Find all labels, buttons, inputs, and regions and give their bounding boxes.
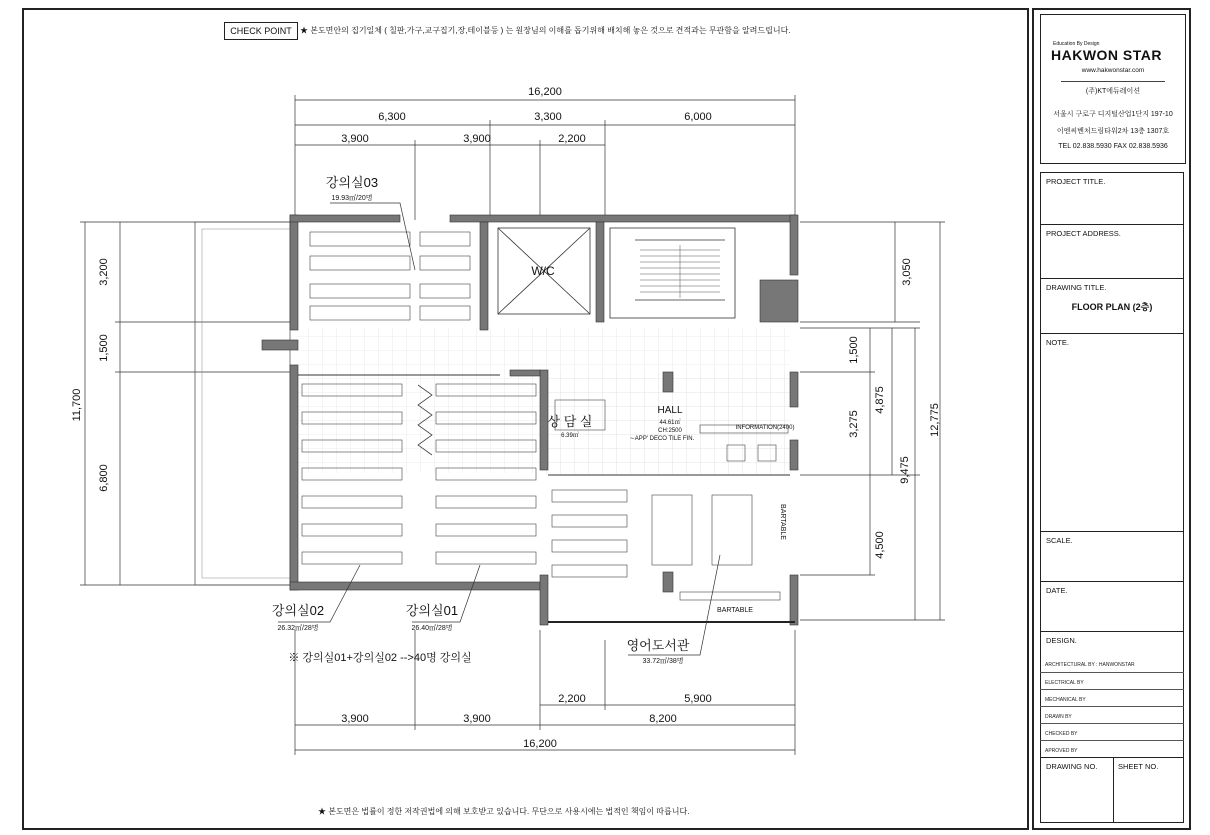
library-name: 영어도서관 [626,638,690,653]
design-field [1040,631,1184,757]
dim-bottom-b: 5,900 [684,693,712,705]
company-name: (주)KT에듀레이션 [1085,88,1141,95]
design-label: DESIGN. [1046,636,1077,645]
dim-right-b: 1,500 [848,336,860,364]
dim-top-f: 2,200 [558,133,586,145]
hall-ch: CH:2500 [658,428,682,434]
room03-area: 19.93㎡/20명 [331,195,373,202]
dim-right-a: 3,050 [901,258,913,286]
check-point-label: CHECK POINT [224,22,298,40]
project-address-field [1040,224,1184,278]
logo-box [1040,14,1186,164]
consult-area: 6.39㎡ [561,433,579,439]
dim-bottom-e: 8,200 [649,713,677,725]
dim-left-a: 3,200 [98,258,110,286]
mechanical-by: MECHANICAL BY [1045,697,1086,703]
logo-brand: HAKWON STAR [1051,47,1163,63]
logo-website: www.hakwonstar.com [1081,67,1145,74]
stairs [640,245,720,298]
room03-name: 강의실03 [325,175,379,190]
date-label: DATE. [1046,586,1068,595]
drawn-by: DRAWN BY [1045,714,1072,720]
dim-right-c: 3,275 [848,410,860,438]
dim-bottom-total: 16,200 [523,738,557,750]
note-label: NOTE. [1046,338,1069,347]
dim-left-total: 11,700 [71,388,83,422]
furniture-notice: ★ 본도면안의 집기일체 ( 칠판,가구,교구집기,장,테이블등 ) 는 원장님의 이해를 돕기위해 배치해 놓은 것으로 견적과는 무관함을 알려드립니다. [300,26,791,35]
address-line2: 이엔씨벤처드림타워2차 13층 1307호 [1056,128,1170,135]
dim-top-c: 6,000 [684,111,712,123]
electrical-by: ELECTRICAL BY [1045,680,1084,686]
copyright-notice: ★ 본도면은 법률이 정한 저작권법에 의해 보호받고 있습니다. 무단으로 사용시에는 법적인 책임이 따릅니다. [318,807,690,816]
wc-label: W/C [531,264,555,278]
room01-name: 강의실01 [405,603,459,618]
dim-top-total: 16,200 [528,86,562,98]
drawing-no-label: DRAWING NO. [1046,762,1098,771]
drawing-title-label: DRAWING TITLE. [1046,283,1107,292]
dim-top-a: 6,300 [378,111,406,123]
dim-right-e: 4,875 [874,386,886,414]
sheet-no-label: SHEET NO. [1118,762,1159,771]
hall-area: 44.61㎡ [659,420,681,426]
dim-bottom-c: 3,900 [341,713,369,725]
date-field [1040,581,1184,631]
project-address-label: PROJECT ADDRESS. [1046,229,1121,238]
room01-area: 26.40㎡/28명 [411,625,453,632]
approved-by: APROVED BY [1045,748,1078,754]
address-line1: 서울시 구로구 디지털산업1단지 197-10 [1053,111,1173,118]
architectural-by: ARCHITECTURAL BY : HANWONSTAR [1045,662,1135,668]
bartable-bottom: BARTABLE [717,607,753,614]
scale-field [1040,531,1184,581]
dim-left-b: 1,500 [98,334,110,362]
tel-fax: TEL 02.838.5930 FAX 02.838.5936 [1058,143,1168,150]
dim-top-d: 3,900 [341,133,369,145]
consult-name: 상 담 실 [547,414,593,429]
scale-label: SCALE. [1046,536,1073,545]
bartable-right: BARTABLE [779,504,786,540]
dim-right-f: 9,475 [899,456,911,484]
dim-left-c: 6,800 [98,464,110,492]
balcony-outline [195,222,290,585]
hall-name: HALL [657,405,683,416]
logo-tagline: Education By Design [1053,41,1100,47]
project-title-label: PROJECT TITLE. [1046,177,1106,186]
dim-bottom-a: 2,200 [558,693,586,705]
note-field [1040,333,1184,531]
drawing-title-field [1040,278,1184,333]
checked-by: CHECKED BY [1045,731,1078,737]
dim-right-total: 12,775 [929,403,941,437]
desks-room03 [310,232,470,320]
dim-right-d: 4,500 [874,531,886,559]
dim-bottom-d: 3,900 [463,713,491,725]
hall-finish: ∼APP' DECO TILE FIN. [629,436,695,442]
project-title-field [1040,172,1184,224]
library-area: 33.72㎡/38명 [642,658,684,665]
dim-top-e: 3,900 [463,133,491,145]
room02-name: 강의실02 [271,603,325,618]
drawing-sheet-field [1040,757,1184,823]
combined-room-note: ※ 강의실01+강의실02 -->40명 강의실 [288,652,472,664]
room02-area: 26.32㎡/28명 [277,625,319,632]
dim-top-b: 3,300 [534,111,562,123]
drawing-title-value: FLOOR PLAN (2층) [1071,302,1153,312]
information-label: INFORMATION(2400) [735,425,795,431]
